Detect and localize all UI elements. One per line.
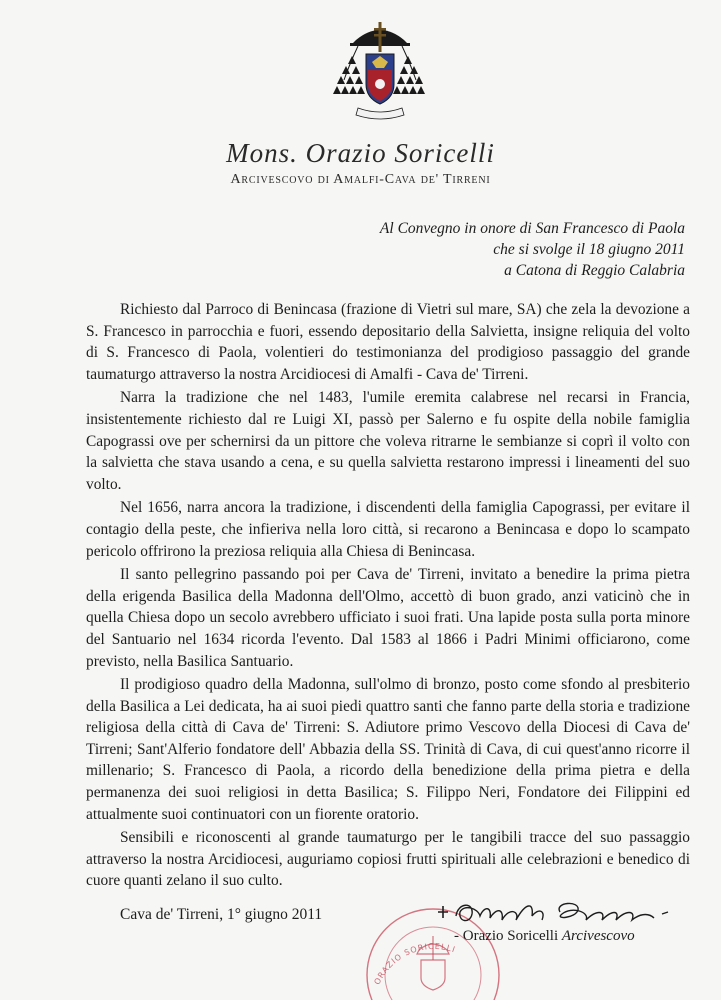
signer-role: Arcivescovo [561,928,635,944]
handwritten-signature [430,892,698,932]
place-date: Cava de' Tirreni, 1° giugno 2011 [120,906,323,923]
body-paragraph: Il prodigioso quadro della Madonna, sull'olmo di bronzo, posto come sfondo al presbiterio della Basilica a Lei dedicata, ha ai suoi piedi quattro santi che fanno parte della storia e tradizione religiosa della città di Cava de' Tirreni: S. Adiutore primo Vescovo della Diocesi di Cava de' Tirreni; Sant'Alferio fondatore dell' Abbazia della SS. Trinità di Cava, di cui quest'anno ricorre il millenario; S. Francesco di Paola, a ricordo della benedizione della prima pietra e della permanenza dei suoi religiosi in detta Basilica; S. Filippo Neri, Fondatore dei Filippini ed attualmente suoi continuatori con un fiorente oratorio. [86,676,690,823]
body-paragraph: Narra la tradizione che nel 1483, l'umile eremita calabrese nel recarsi in Francia, insistentemente richiesto dal re Luigi XI, passò per Salerno e fu ospite della nobile famiglia Capograssi ove per schernirsi da un pittore che voleva ritrarne le sembianze si coprì il volto con la salvietta che stava usando a cena, e su quella salvietta restarono impressi i lineamenti del suo volto. [86,389,690,493]
sender-name: Mons. Orazio Soricelli [226,138,495,168]
body-paragraph: Il santo pellegrino passando poi per Cava de' Tirreni, invitato a benedire la prima pietra della erigenda Basilica della Madonna dell'Olmo, accettò di buon grado, anzi vaticinò che in quella Chiesa dopo un secolo avrebbero ufficiato i suoi frati. Una lapide posta sulla porta minore del Santuario nel 1634 ricorda l'evento. Dal 1583 al 1866 i Padri Minimi officiarono, come previsto, nella Basilica Santuario. [86,566,690,670]
signer-line [454,928,635,945]
svg-text:ORAZIO SORICELLI: ORAZIO SORICELLI [372,941,457,987]
addressee-block [225,218,685,281]
addressee-line: a Catona di Reggio Calabria [504,262,685,279]
body-paragraph: Richiesto dal Parroco di Benincasa (frazione di Vietri sul mare, SA) che zela la devozione a S. Francesco in parrocchia e fuori, essendo depositario della Salvietta, insigne reliquia del volto di S. Francesco di Paola, volentieri do testimonianza del prodigioso passaggio del grande taumaturgo attraverso la nostra Arcidiocesi di Amalfi - Cava de' Tirreni. [86,301,690,383]
sender-title: Arcivescovo di Amalfi-Cava de' Tirreni [230,172,491,187]
signer-dash: - [454,928,463,944]
addressee-line: che si svolge il 18 giugno 2011 [493,241,685,258]
body-paragraph: Nel 1656, narra ancora la tradizione, i discendenti della famiglia Capograssi, per evitare il contagio della peste, che infieriva nella loro città, si recarono a Benincasa e dopo lo scampato pericolo offrirono la preziosa reliquia alla Chiesa di Benincasa. [86,499,690,560]
signer-name: Orazio Soricelli [462,928,559,944]
letter-body [86,299,690,892]
addressee-line: Al Convegno in onore di San Francesco di Paola [379,220,685,237]
body-paragraph: Sensibili e riconoscenti al grande taumaturgo per le tangibili tracce del suo passaggio attraverso la nostra Arcidiocesi, auguriamo copiosi frutti spirituali alle celebrazioni e benedico di cuore quanti zelano il suo culto. [86,829,690,890]
coat-of-arms-emblem [330,18,430,128]
